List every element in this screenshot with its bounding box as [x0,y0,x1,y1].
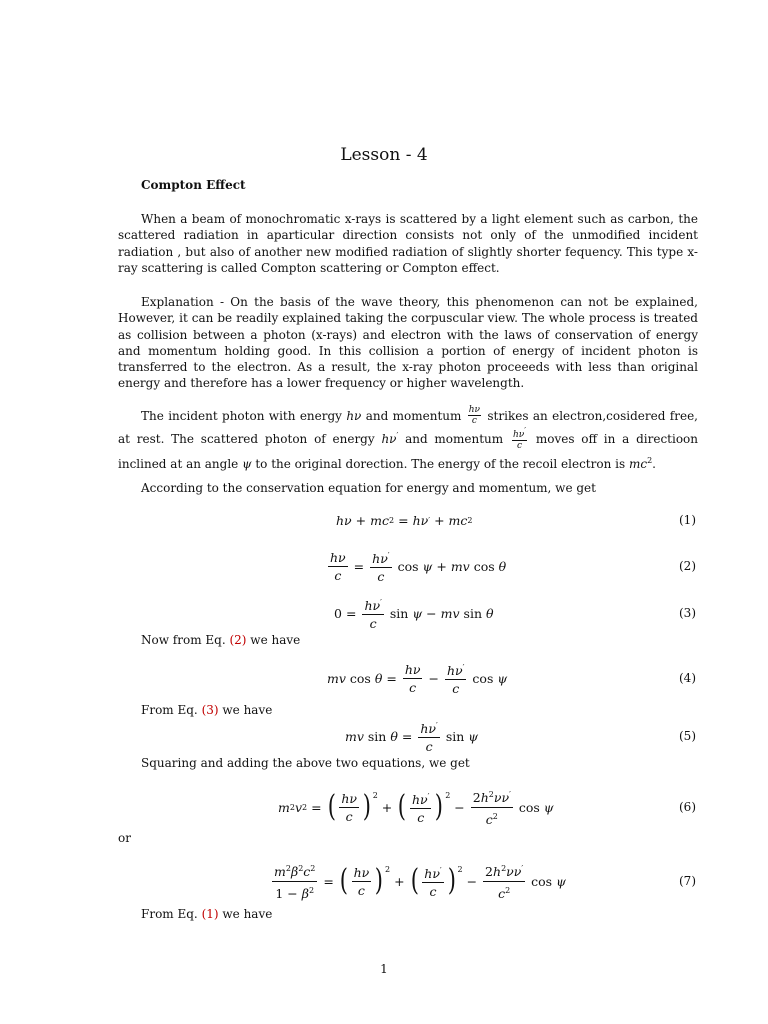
equation-3: 0 = $\frac{h\nu'}{c}$ sin ψ − mv sin θ (3) [0,590,768,636]
squaring-line: Squaring and adding the above two equations, we get [141,756,470,770]
equation-number: (7) [679,874,696,888]
equation-ref-2[interactable]: (2) [229,633,247,647]
equation-number: (6) [679,800,696,814]
equation-4: mv cos θ = $\frac{h\nu}{c}$ − $\frac{h\nu'}{c}$ cos ψ (4) [0,655,768,701]
equation-7: $\frac{m^2\beta^2c^2}{1 - \beta^2}$ = ( $\frac{h\nu}{c}$ ) $^2$ + ( $\frac{h\nu'}{c}$ ) $^2$ − $\frac{2h^2\nu\nu'}{c^2}$ cos ψ (7) [0,858,768,904]
equation-number: (3) [679,606,696,620]
conservation-intro: According to the conservation equation for energy and momentum, we get [141,481,596,495]
text-run: we have [218,703,273,717]
now-from-eq-2-line [141,633,300,647]
text-run: to the original dorection. The energy of the recoil electron is [251,457,629,471]
paragraph-explanation [118,294,698,392]
text-run: From Eq. [141,907,202,921]
or-connector: or [118,831,131,845]
equation-5: mv sin θ = $\frac{h\nu'}{c}$ sin ψ (5) [0,713,768,759]
section-heading: Compton Effect [141,178,246,192]
equation-number: (4) [679,671,696,685]
from-eq-1-line [141,907,272,921]
momentum-fraction: $\frac{h\nu}{c}$ [468,405,481,426]
equation-ref-1[interactable]: (1) [201,907,219,921]
text-run: The incident photon with energy [141,409,347,423]
text-run: . [652,457,656,471]
text-run: we have [246,633,301,647]
equation-number: (1) [679,513,696,527]
scattered-momentum-fraction: $\frac{h\nu'}{c}$ [512,426,527,451]
text-run: we have [218,907,273,921]
page-number: 1 [380,962,388,976]
text-run: and momentum [398,432,510,446]
equation-6: m 2 v 2 = ( $\frac{h\nu}{c}$ ) $^2$ + ( $\frac{h\nu'}{c}$ ) $^2$ − $\frac{2h^2\nu\nu'}{c^2}$ cos ψ (6) [0,784,768,830]
text-run: moves off in a directioon inclined at an angle [118,432,699,471]
equation-2: $\frac{h\nu}{c}$ = $\frac{h\nu'}{c}$ cos ψ + mv cos θ (2) [0,543,768,589]
page-title: Lesson - 4 [340,145,428,165]
text-run: and momentum [361,409,466,423]
equation-number: (2) [679,559,696,573]
equation-number: (5) [679,729,696,743]
text-run: Now from Eq. [141,633,230,647]
paragraph-intro-text: When a beam of monochromatic x-rays is scattered by a light element such as carbon, the scattered radiation in aparticular direction consists not only of the unmodified incident radiation , but also of another new modified radiation of slightly shorter fequency. This type x-ray scattering is called Compton scattering or Compton effect. [118,212,698,275]
equation-ref-3[interactable]: (3) [201,703,219,717]
paragraph-incident-photon: The incident photon with energy hν and momentum $\frac{h\nu}{c}$ strikes an electron,cosidered free, at rest. The scattered photon of energy hν′ and momentum $\frac{h\nu'}{c}$ moves off in a directioon inclined at an angle ψ to the original dorection. The energy of the recoil electron is $mc^2$. [118,405,699,471]
paragraph-explanation-text: Explanation - On the basis of the wave theory, this phenomenon can not be explained, However, it can be readily explained taking the corpuscular view. The whole process is treated as collision between a photon (x-rays) and electron with the laws of conservation of energy and momentum holding good. In this collision a portion of energy of incident photon is transferred to the electron. As a result, the x-ray photon proceeeds with less than original energy and therefore has a lower frequency or higher wavelength. [118,295,698,391]
text-run: From Eq. [141,703,202,717]
paragraph-intro [118,211,698,276]
equation-1: hν + mc 2 = hν ′ + mc 2 (1) [0,497,768,543]
text-run: strikes an electron,cosidered free, at rest. The scattered photon of energy [118,409,698,446]
